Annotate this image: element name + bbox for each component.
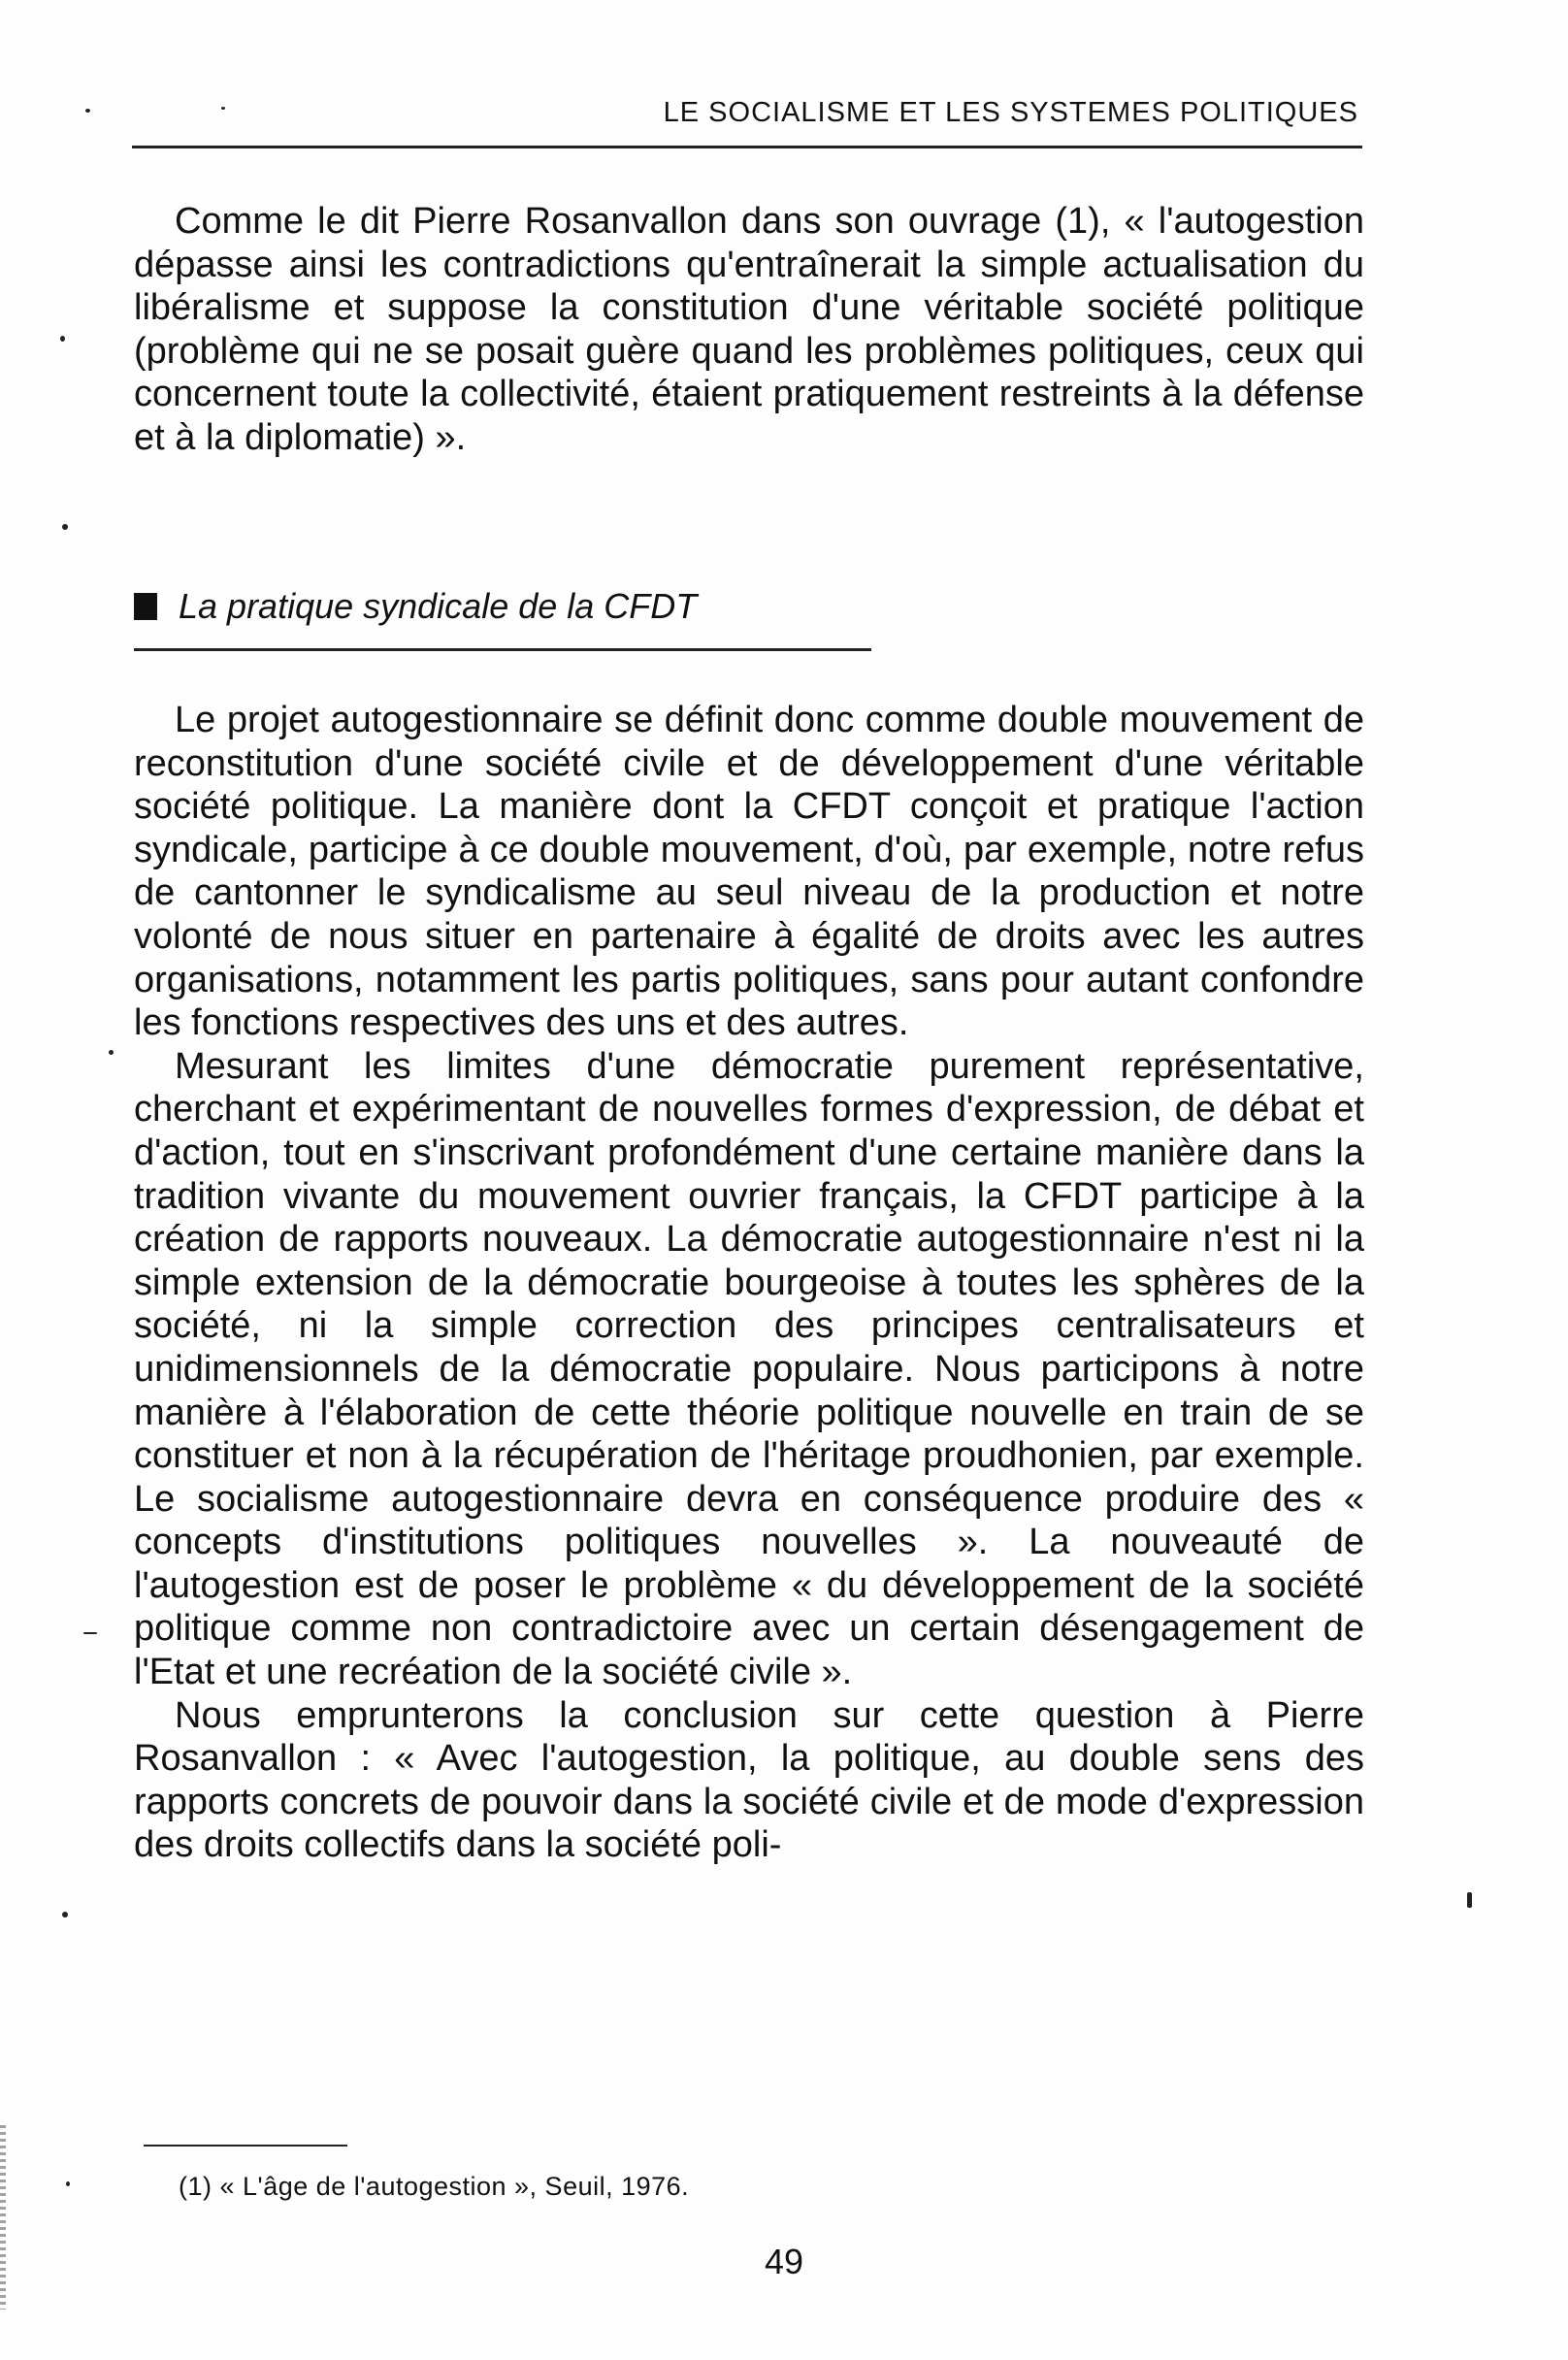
intro-text — [134, 200, 1364, 460]
running-header: LE SOCIALISME ET LES SYSTEMES POLITIQUES — [663, 97, 1358, 128]
header-rule — [132, 146, 1362, 148]
body-paragraph: Le projet autogestionnaire se définit donc comme double mouvement de reconstitution d'une société civile et de développement d'une véritable société politique. La manière dont la CFDT conçoit et pratique l'action syndicale, participe à ce double mouvement, d'où, par exemple, notre refus de cantonner le syndicalisme au seul niveau de la production et notre volonté de nous situer en partenaire à égalité de droits avec les autres organisations, notamment les partis politiques, sans pour autant confondre les fonctions respectives des uns et des autres. — [134, 700, 1364, 1044]
scan-speck — [66, 2181, 70, 2186]
scan-speck — [85, 109, 90, 113]
body-paragraph: Mesurant les limites d'une démocratie purement représentative, cherchant et expérimentant de nouvelles formes d'expression, de débat et d'action, tout en s'inscrivant profondément d'une certaine manière dans la tradition vivante du mouvement ouvrier français, la CFDT participe à la création de rapports nouveaux. La démocratie autogestionnaire n'est ni la simple extension de la démocratie bourgeoise à toutes les sphères de la société, ni la simple correction des principes centralisateurs et unidimensionnels de la démocratie populaire. Nous participons à notre manière à l'élaboration de cette théorie politique nouvelle en train de se constituer et non à la récupération de l'héritage proudhonien, par exemple. Le socialisme autogestionnaire devra en conséquence produire des « concepts d'institutions politiques nouvelles ». La nouveauté de l'autogestion est de poser le problème « du développement de la société politique comme non contradictoire avec un certain désengagement de l'Etat et une recréation de la société civile ». — [134, 1045, 1364, 1693]
scan-speck — [62, 1912, 68, 1918]
footnote: (1) « L'âge de l'autogestion », Seuil, 1976. — [179, 2172, 690, 2201]
scan-speck — [1467, 1892, 1472, 1908]
scan-speck — [109, 1050, 114, 1055]
intro-paragraph: Comme le dit Pierre Rosanvallon dans son ouvrage (1), « l'autogestion dépasse ainsi les contradictions qu'entraînerait la simple actualisation du libéralisme et suppose la constitution d'une véritable société politique (problème qui ne se posait guère quand les problèmes politiques, ceux qui concernent toute la collectivité, étaient pratiquement restreints à la défense et à la diplomatie) ». — [134, 201, 1364, 458]
scan-speck — [62, 524, 68, 530]
scan-speck — [60, 336, 65, 342]
page-number: 49 — [764, 2242, 804, 2281]
section-body — [134, 699, 1364, 1867]
section-heading — [134, 586, 697, 627]
scan-speck — [221, 107, 225, 110]
section-title: La pratique syndicale de la CFDT — [179, 586, 698, 626]
section-heading-rule — [134, 648, 871, 651]
square-bullet-icon — [134, 593, 157, 620]
scan-edge-artifact — [0, 2125, 6, 2310]
scan-speck — [83, 1632, 97, 1634]
body-paragraph: Nous emprunterons la conclusion sur cette question à Pierre Rosanvallon : « Avec l'autogestion, la politique, au double sens des rapports concrets de pouvoir dans la société civile et de mode d'expression des droits collectifs dans la société poli- — [134, 1694, 1364, 1866]
footnote-rule — [144, 2145, 347, 2147]
